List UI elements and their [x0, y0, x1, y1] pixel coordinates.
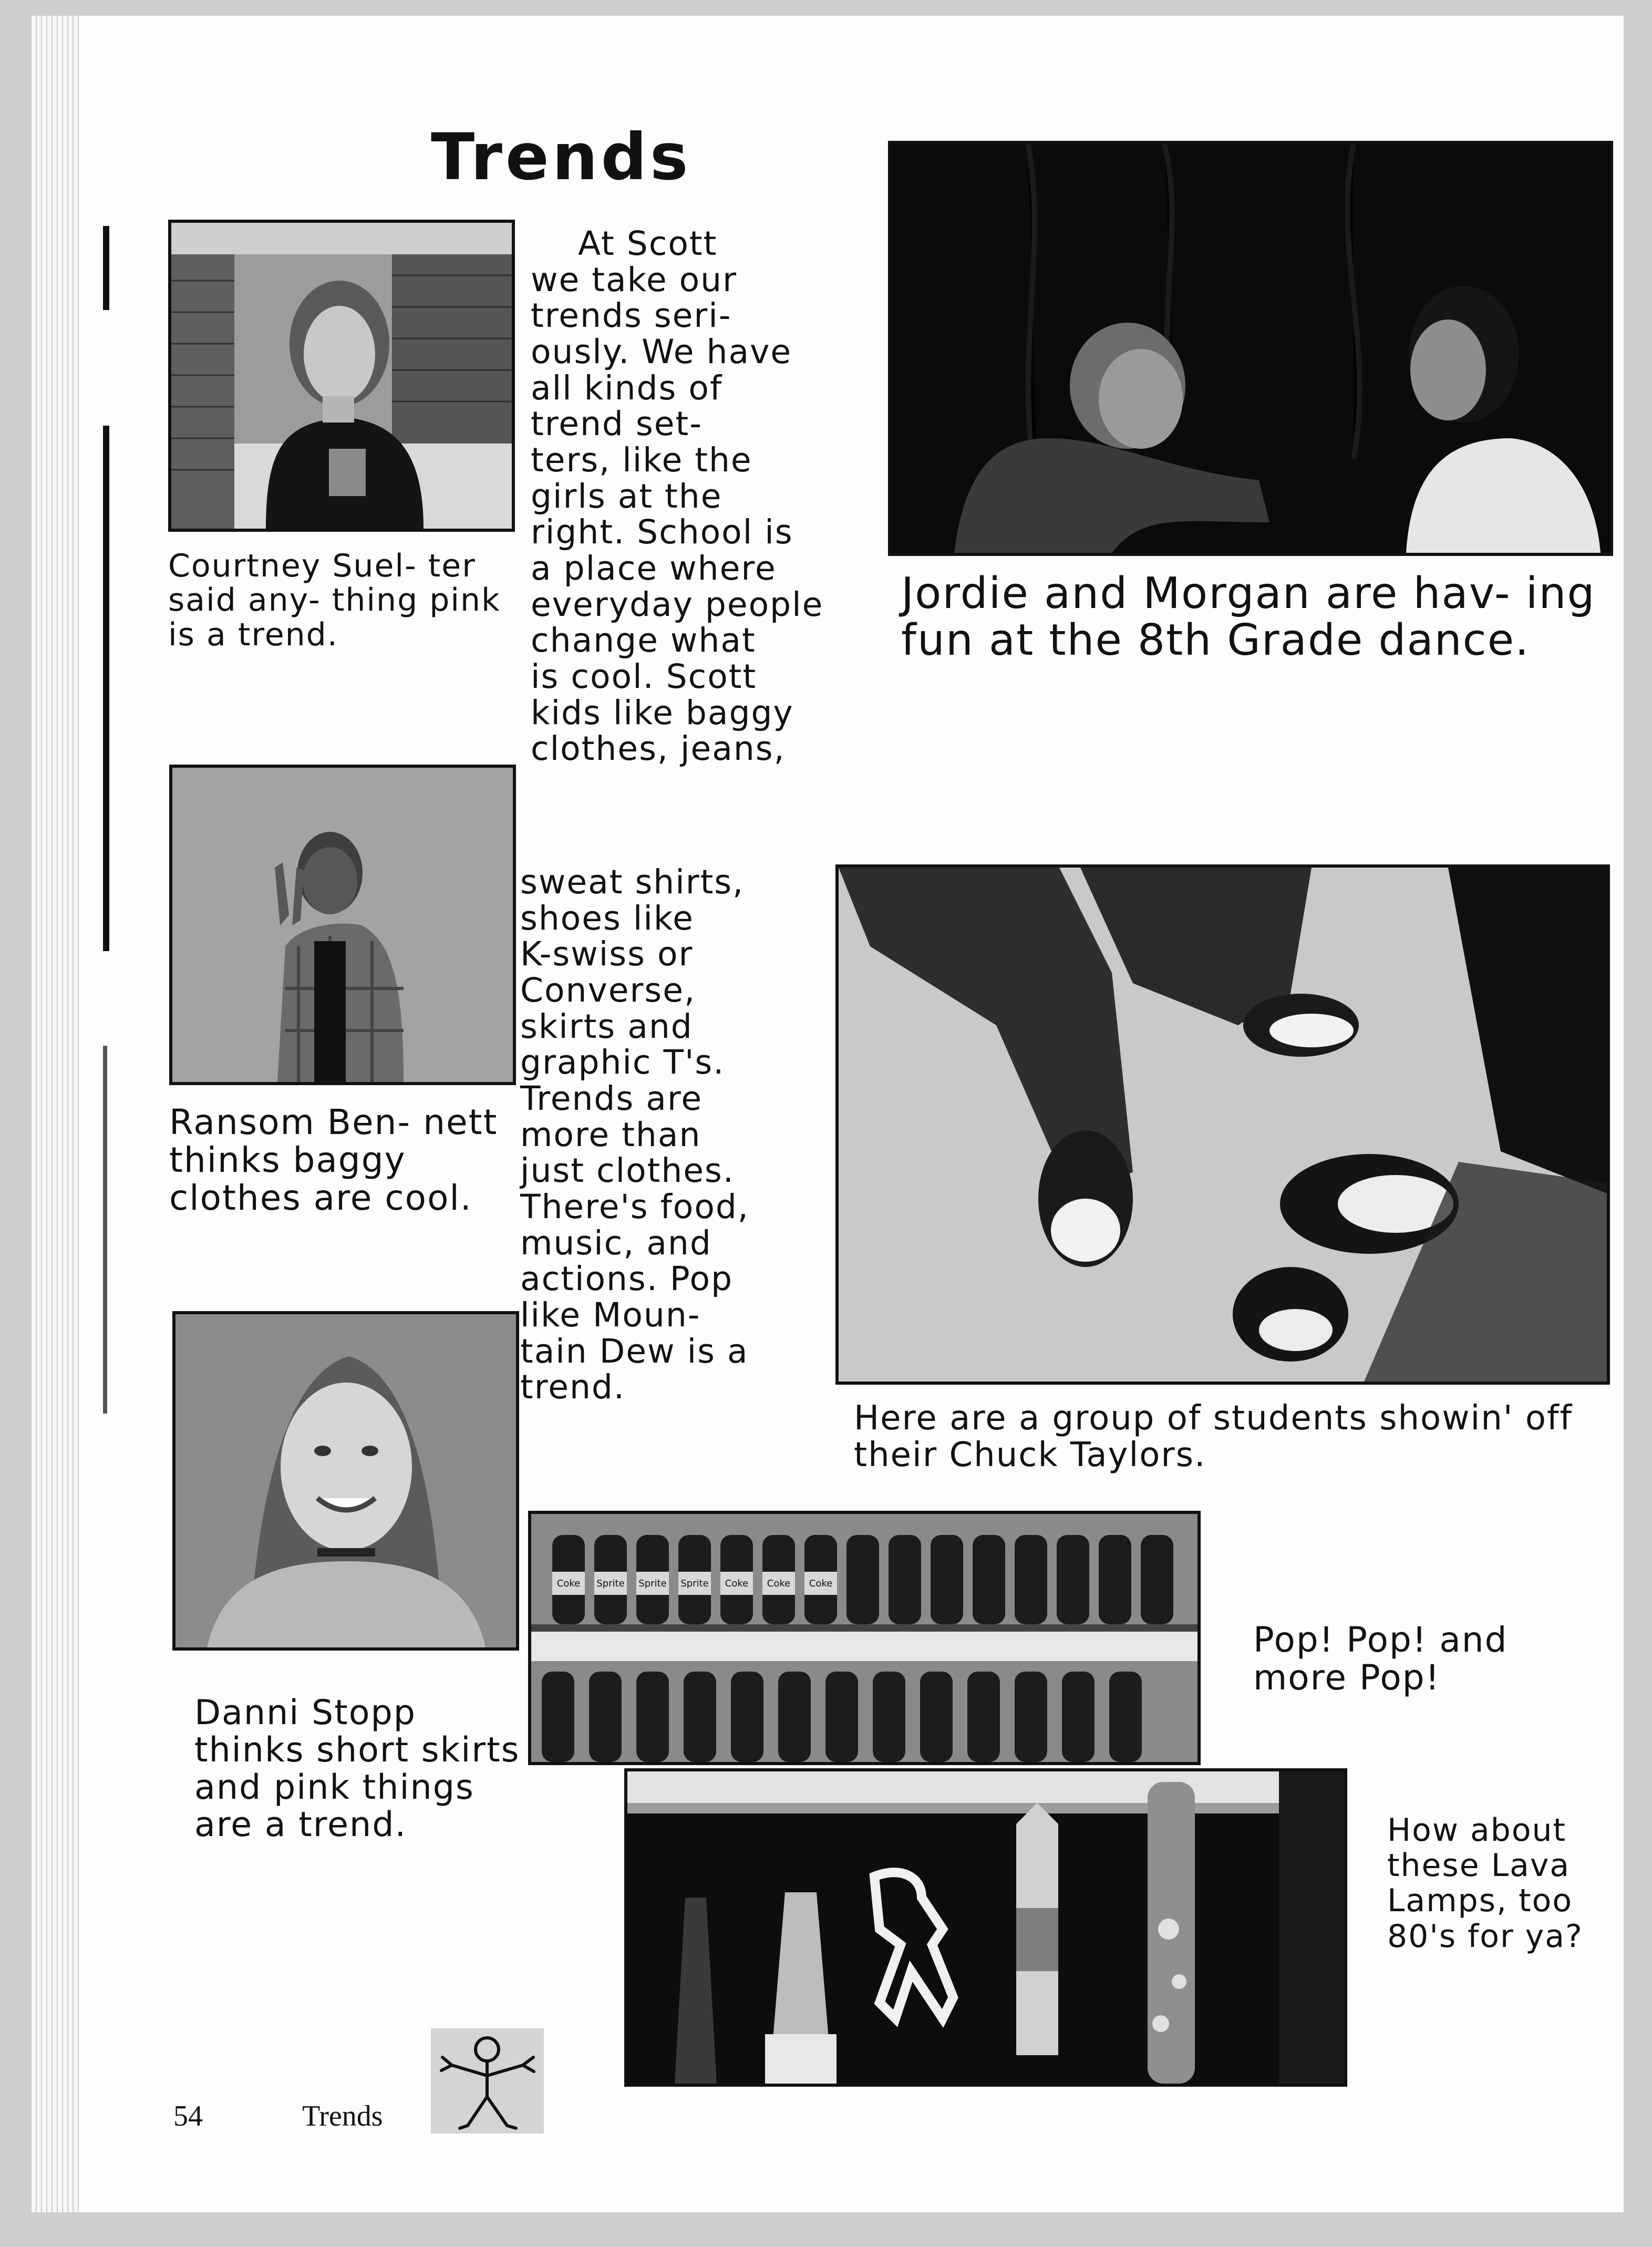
photo-ransom	[169, 765, 516, 1085]
spine-mark	[103, 226, 109, 310]
body-text-column-2	[520, 864, 846, 1406]
photo-chuck-taylors-image	[839, 868, 1607, 1382]
body-line: skirts and	[520, 1007, 693, 1046]
bottle-label: Coke	[556, 1578, 581, 1589]
body-line: kids like baggy	[531, 693, 794, 732]
photo-jordie-morgan-image	[891, 144, 1610, 553]
body-line: a place where	[531, 549, 777, 587]
caption-pop: Pop! Pop! and more Pop!	[1253, 1620, 1508, 1698]
body-line: girls at the	[531, 477, 722, 516]
body-line: music, and	[520, 1223, 712, 1262]
body-line: everyday people	[531, 585, 824, 624]
caption-ransom: Ransom Ben- nett thinks baggy clothes are cool.	[169, 1102, 498, 1218]
caption-danni: Danni Stopp thinks short skirts and pink things are a trend.	[194, 1693, 520, 1844]
body-line: ously. We have	[531, 332, 792, 371]
page-number: 54	[173, 2100, 203, 2132]
body-line: trends seri-	[531, 296, 732, 335]
page-title: Trends	[431, 120, 691, 194]
body-line: clothes, jeans,	[531, 729, 786, 768]
caption-jordie-morgan: Jordie and Morgan are hav- ing fun at the 8th Grade dance.	[901, 569, 1596, 666]
body-line: sweat shirts,	[520, 863, 745, 901]
body-line: just clothes.	[520, 1151, 735, 1190]
bottle-label: Sprite	[680, 1578, 709, 1589]
bottle-label: Coke	[767, 1578, 791, 1589]
photo-pop-shelf-image	[531, 1514, 1197, 1762]
body-line: Converse,	[520, 971, 696, 1009]
body-line: Trends are	[520, 1079, 703, 1118]
photo-lava-lamps	[624, 1768, 1347, 2087]
spine-mark	[103, 1046, 107, 1414]
photo-chuck-taylors	[835, 864, 1610, 1385]
photo-pop-shelf	[528, 1511, 1201, 1765]
body-line: we take our	[531, 260, 738, 299]
footer-section-label: Trends	[302, 2100, 383, 2132]
body-line: more than	[520, 1115, 701, 1154]
body-line: actions. Pop	[520, 1260, 734, 1298]
body-line: trend.	[520, 1368, 625, 1407]
body-line: shoes like	[520, 899, 694, 937]
caption-courtney: Courtney Suel- ter said any- thing pink is a trend.	[168, 548, 501, 653]
photo-jordie-morgan	[888, 141, 1613, 556]
body-line: is cool. Scott	[531, 657, 757, 696]
photo-lava-lamps-image	[627, 1771, 1344, 2084]
body-line: There's food,	[520, 1187, 749, 1226]
body-line: trend set-	[531, 405, 703, 444]
bottle-label: Coke	[725, 1578, 749, 1589]
photo-danni-image	[175, 1314, 516, 1647]
bottle-label: Sprite	[596, 1578, 625, 1589]
bottle-label: Coke	[809, 1578, 833, 1589]
body-line: all kinds of	[531, 368, 723, 407]
photo-ransom-image	[172, 768, 513, 1082]
body-text-column-1	[531, 226, 867, 767]
stick-figure-icon	[431, 2028, 544, 2133]
bottle-label: Sprite	[638, 1578, 667, 1589]
body-line: ters, like the	[531, 440, 752, 479]
body-line: change what	[531, 621, 756, 660]
photo-danni	[172, 1311, 519, 1651]
body-line: like Moun-	[520, 1295, 701, 1334]
stick-figure-logo	[431, 2028, 544, 2133]
body-line: K-swiss or	[520, 935, 694, 974]
photo-courtney-image	[171, 223, 512, 529]
body-line: tain Dew is a	[520, 1332, 749, 1370]
body-line: graphic T's.	[520, 1043, 725, 1082]
photo-courtney	[168, 220, 515, 532]
caption-chuck-taylors: Here are a group of students showin' off their Chuck Taylors.	[854, 1399, 1573, 1475]
caption-lava-lamps: How about these Lava Lamps, too 80's for ya?	[1387, 1812, 1583, 1955]
body-line: right. School is	[531, 513, 793, 552]
body-line: At Scott	[578, 224, 718, 263]
spine-mark	[103, 426, 109, 951]
